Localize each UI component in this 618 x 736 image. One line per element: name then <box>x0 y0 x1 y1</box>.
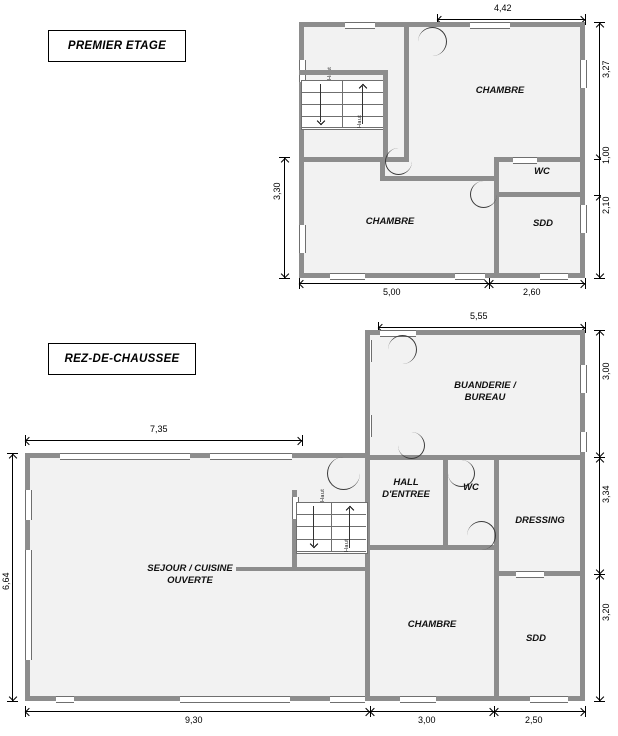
floor-fill <box>299 22 585 278</box>
dim-arrow-ru2 <box>596 458 604 466</box>
dim-label-100: 1,00 <box>601 146 611 164</box>
window-main-left-2 <box>25 550 32 660</box>
stair-label-haut-2: Haut <box>344 538 350 552</box>
room-text: OUVERTE <box>167 574 213 586</box>
window-dressing-bottom <box>516 571 544 578</box>
dim-line-bottom-2 <box>489 283 585 284</box>
dim-arrow-ru1 <box>596 331 604 339</box>
room-text: D'ENTREE <box>382 488 430 500</box>
dim-label-500: 5,00 <box>383 287 401 297</box>
dim-arrow-rd3 <box>596 693 604 701</box>
dim-line-left-1 <box>284 157 285 278</box>
floor-plan-premier-etage <box>0 0 618 305</box>
window-main-bottom-5 <box>530 696 568 703</box>
room-text: CHAMBRE <box>365 216 415 227</box>
door-hall-sejour <box>327 457 360 490</box>
window-bottom-2 <box>455 273 485 280</box>
interior-wall-h3 <box>494 192 585 197</box>
room-text: BUREAU <box>464 391 506 403</box>
dim-label-300-bottom: 3,00 <box>418 715 436 725</box>
dim-arrow-rd2 <box>596 566 604 574</box>
room-label-wc <box>448 482 494 494</box>
window-top-2 <box>470 22 510 29</box>
dim-label-735: 7,35 <box>150 424 168 434</box>
door-chambre-bottom <box>385 148 412 175</box>
floor-label-rez-de-chaussee: REZ-DE-CHAUSSEE <box>48 343 196 375</box>
dim-label-555: 5,55 <box>470 311 488 321</box>
room-text: HALL <box>393 477 419 488</box>
window-right-1 <box>580 60 587 88</box>
dim-line-b2 <box>370 711 494 712</box>
dim-arrow-lu <box>9 454 17 462</box>
window-main-bottom-1 <box>56 696 74 703</box>
wall-top <box>299 22 585 27</box>
dim-arrow-br2 <box>577 280 585 288</box>
window-right-2 <box>580 205 587 233</box>
room-text: SEJOUR / CUISINE <box>147 563 233 574</box>
dim-line-topright <box>378 327 585 328</box>
dim-line-right-2 <box>599 159 600 195</box>
window-bottom-1 <box>330 273 365 280</box>
dim-line-b1 <box>25 711 370 712</box>
stair-label-haut-1: Haut <box>320 488 326 502</box>
stair-center-rail <box>342 80 343 128</box>
room-label-hall-entree <box>370 477 442 501</box>
dim-label-334: 3,34 <box>601 485 611 503</box>
dim-arrow-b3r <box>577 708 585 716</box>
dim-arrow-ld <box>281 270 289 278</box>
interior-wall-buanderie-bottom <box>365 455 585 460</box>
room-label-dressing <box>500 515 580 527</box>
dim-line-right-1 <box>599 22 600 159</box>
room-label-sdd <box>515 218 571 230</box>
room-text: SDD <box>525 633 547 644</box>
door-buanderie <box>388 335 417 364</box>
room-label-chambre-bottom <box>330 216 450 228</box>
dim-line-r2 <box>599 457 600 574</box>
wall-main-bottom <box>25 696 585 701</box>
window-main-bottom-2 <box>180 696 290 703</box>
stair-label-haut-2: Haut <box>357 114 363 128</box>
dim-arrow-ru3 <box>596 575 604 583</box>
room-text: WC <box>534 166 550 177</box>
interior-wall-chambre-top <box>365 545 447 550</box>
dim-label-930: 9,30 <box>185 715 203 725</box>
stair-center-rail <box>331 502 332 552</box>
dim-label-330: 3,30 <box>272 182 282 200</box>
interior-wall-wc-dressing <box>494 460 499 701</box>
dim-line-r1 <box>599 330 600 457</box>
window-main-top-2 <box>210 453 292 460</box>
dim-label-210: 2,10 <box>601 196 611 214</box>
room-text: CHAMBRE <box>475 85 525 96</box>
dim-arrow-b1l <box>25 708 33 716</box>
room-text: BUANDERIE / <box>454 380 516 391</box>
door-sdd <box>470 181 497 208</box>
dim-label-260: 2,60 <box>523 287 541 297</box>
dim-arrow-ld <box>9 693 17 701</box>
dim-label-top-442: 4,42 <box>494 3 512 13</box>
dim-arrow-bl1 <box>299 280 307 288</box>
interior-wall-v2 <box>494 157 499 278</box>
interior-wall-v1 <box>404 22 409 162</box>
staircase <box>301 80 386 130</box>
dim-line-b3 <box>494 711 585 712</box>
interior-wall-rw-left-lower <box>365 330 370 460</box>
room-label-chambre <box>372 619 492 631</box>
dim-arrow-d3 <box>596 270 604 278</box>
window-main-left-1 <box>25 490 32 520</box>
stair-wall-top <box>299 70 387 75</box>
dim-arrow-rd1 <box>596 449 604 457</box>
dim-line-r3 <box>599 574 600 701</box>
dim-arrow-u1 <box>596 23 604 31</box>
dim-label-664: 6,64 <box>1 572 11 590</box>
room-label-buanderie-bureau <box>420 380 550 404</box>
wc-window <box>513 157 537 164</box>
dim-line-topleft <box>25 440 302 441</box>
dim-line-bottom-1 <box>299 283 489 284</box>
dim-arrow-b3l <box>494 708 502 716</box>
dim-arrow-b2l <box>370 708 378 716</box>
dim-line-right-3 <box>599 195 600 278</box>
room-text: SDD <box>532 218 554 229</box>
dim-label-327: 3,27 <box>601 60 611 78</box>
interior-wall-v3 <box>380 162 385 181</box>
dim-label-250: 2,50 <box>525 715 543 725</box>
window-left-2 <box>299 225 306 253</box>
dim-line-top <box>437 19 585 20</box>
room-label-sejour-cuisine <box>100 563 280 587</box>
dim-arrow-tlr <box>294 437 302 445</box>
window-bottom-3 <box>540 273 568 280</box>
staircase <box>296 502 368 554</box>
stair-wall-right <box>383 70 388 162</box>
window-main-top-1 <box>60 453 190 460</box>
room-label-chambre-top <box>440 85 560 97</box>
door-hall-top <box>398 432 425 459</box>
dim-arrow-tll <box>25 437 33 445</box>
door-dressing <box>467 521 496 550</box>
dim-arrow-bl2 <box>489 280 497 288</box>
dim-arrow-lu <box>281 158 289 166</box>
window-main-bottom-4 <box>400 696 436 703</box>
dim-line-left <box>12 453 13 701</box>
window-rw-right-1 <box>580 365 587 393</box>
room-text: DRESSING <box>515 515 565 526</box>
door-chambre-top <box>418 27 447 56</box>
room-label-sdd <box>506 633 566 645</box>
room-text: WC <box>463 482 479 493</box>
window-top-1 <box>345 22 375 29</box>
floor-plan-rez-de-chaussee <box>0 305 618 736</box>
dim-label-300-right: 3,00 <box>601 362 611 380</box>
interior-wall-h4 <box>494 157 585 162</box>
dim-label-320: 3,20 <box>601 603 611 621</box>
window-main-bottom-3 <box>330 696 365 703</box>
room-label-wc <box>520 166 564 178</box>
floor-label-premier-etage: PREMIER ETAGE <box>48 30 186 62</box>
window-rw-right-2 <box>580 432 587 452</box>
room-text: CHAMBRE <box>407 619 457 630</box>
